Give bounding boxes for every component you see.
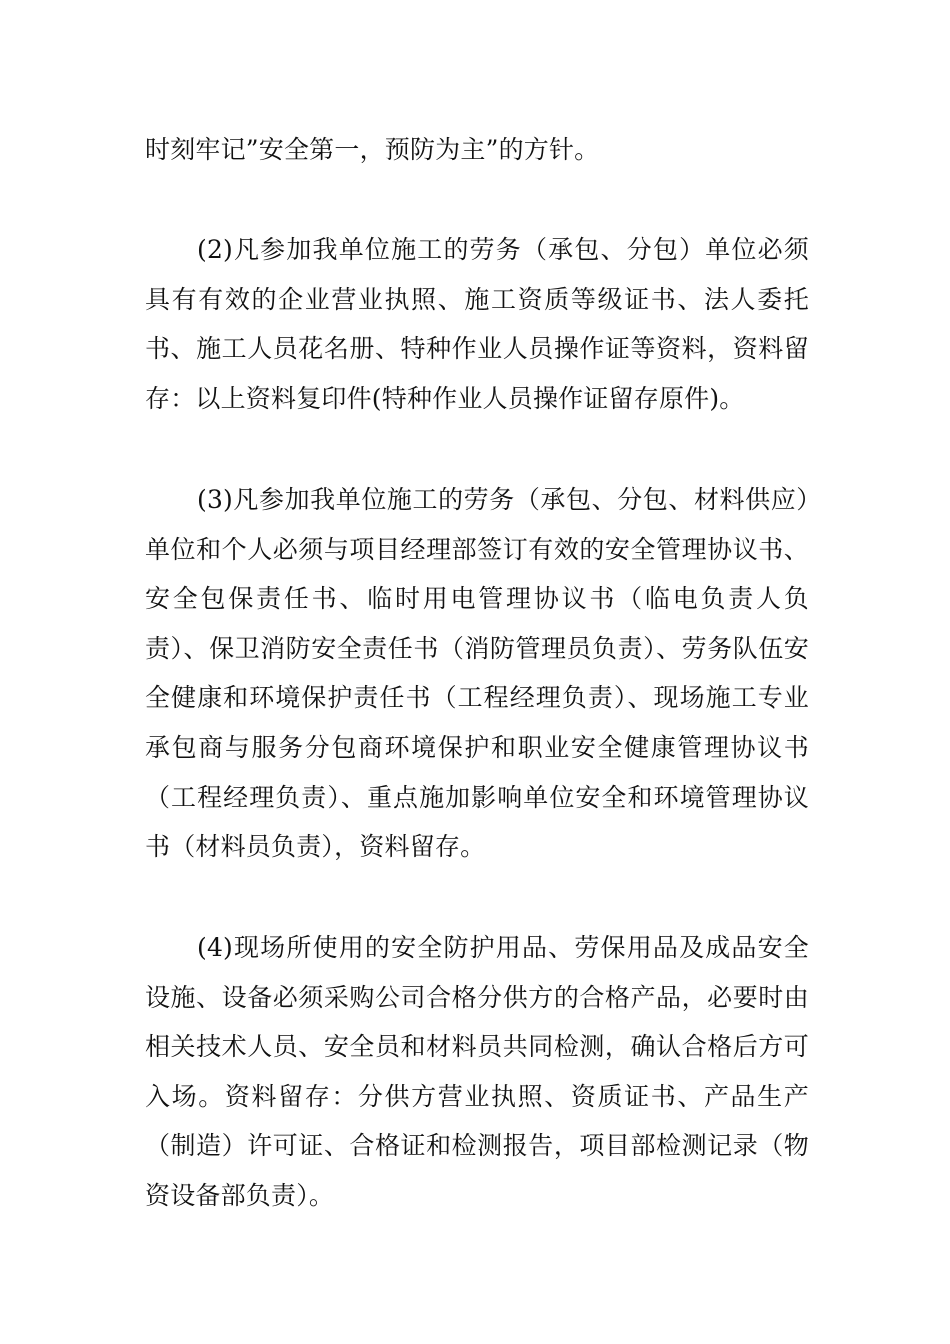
paragraph-continuation: 时刻牢记”安全第一，预防为主”的方针。 (145, 135, 600, 164)
paragraph-item-3: (3)凡参加我单位施工的劳务（承包、分包、材料供应）单位和个人必须与项目经理部签订有效的安全管理协议书、安全包保责任书、临时用电管理协议书（临电负责人负责）、保卫消防安全责任书（消防管理员负责）、劳务队伍安全健康和环境保护责任书（工程经理负责）、现场施工专业承包商与服务分包商环境保护和职业安全健康管理协议书（工程经理负责）、重点施加影响单位安全和环境管理协议书（材料员负责），资料留存。 (145, 485, 809, 862)
paragraph-item-2: (2)凡参加我单位施工的劳务（承包、分包）单位必须具有有效的企业营业执照、施工资质等级证书、法人委托书、施工人员花名册、特种作业人员操作证等资料，资料留存：以上资料复印件(特种作业人员操作证留存原件)。 (145, 235, 809, 413)
paragraph-item-4: (4)现场所使用的安全防护用品、劳保用品及成品安全设施、设备必须采购公司合格分供方的合格产品，必要时由相关技术人员、安全员和材料员共同检测，确认合格后方可入场。资料留存：分供方营业执照、资质证书、产品生产（制造）许可证、合格证和检测报告，项目部检测记录（物资设备部负责）。 (145, 933, 809, 1210)
